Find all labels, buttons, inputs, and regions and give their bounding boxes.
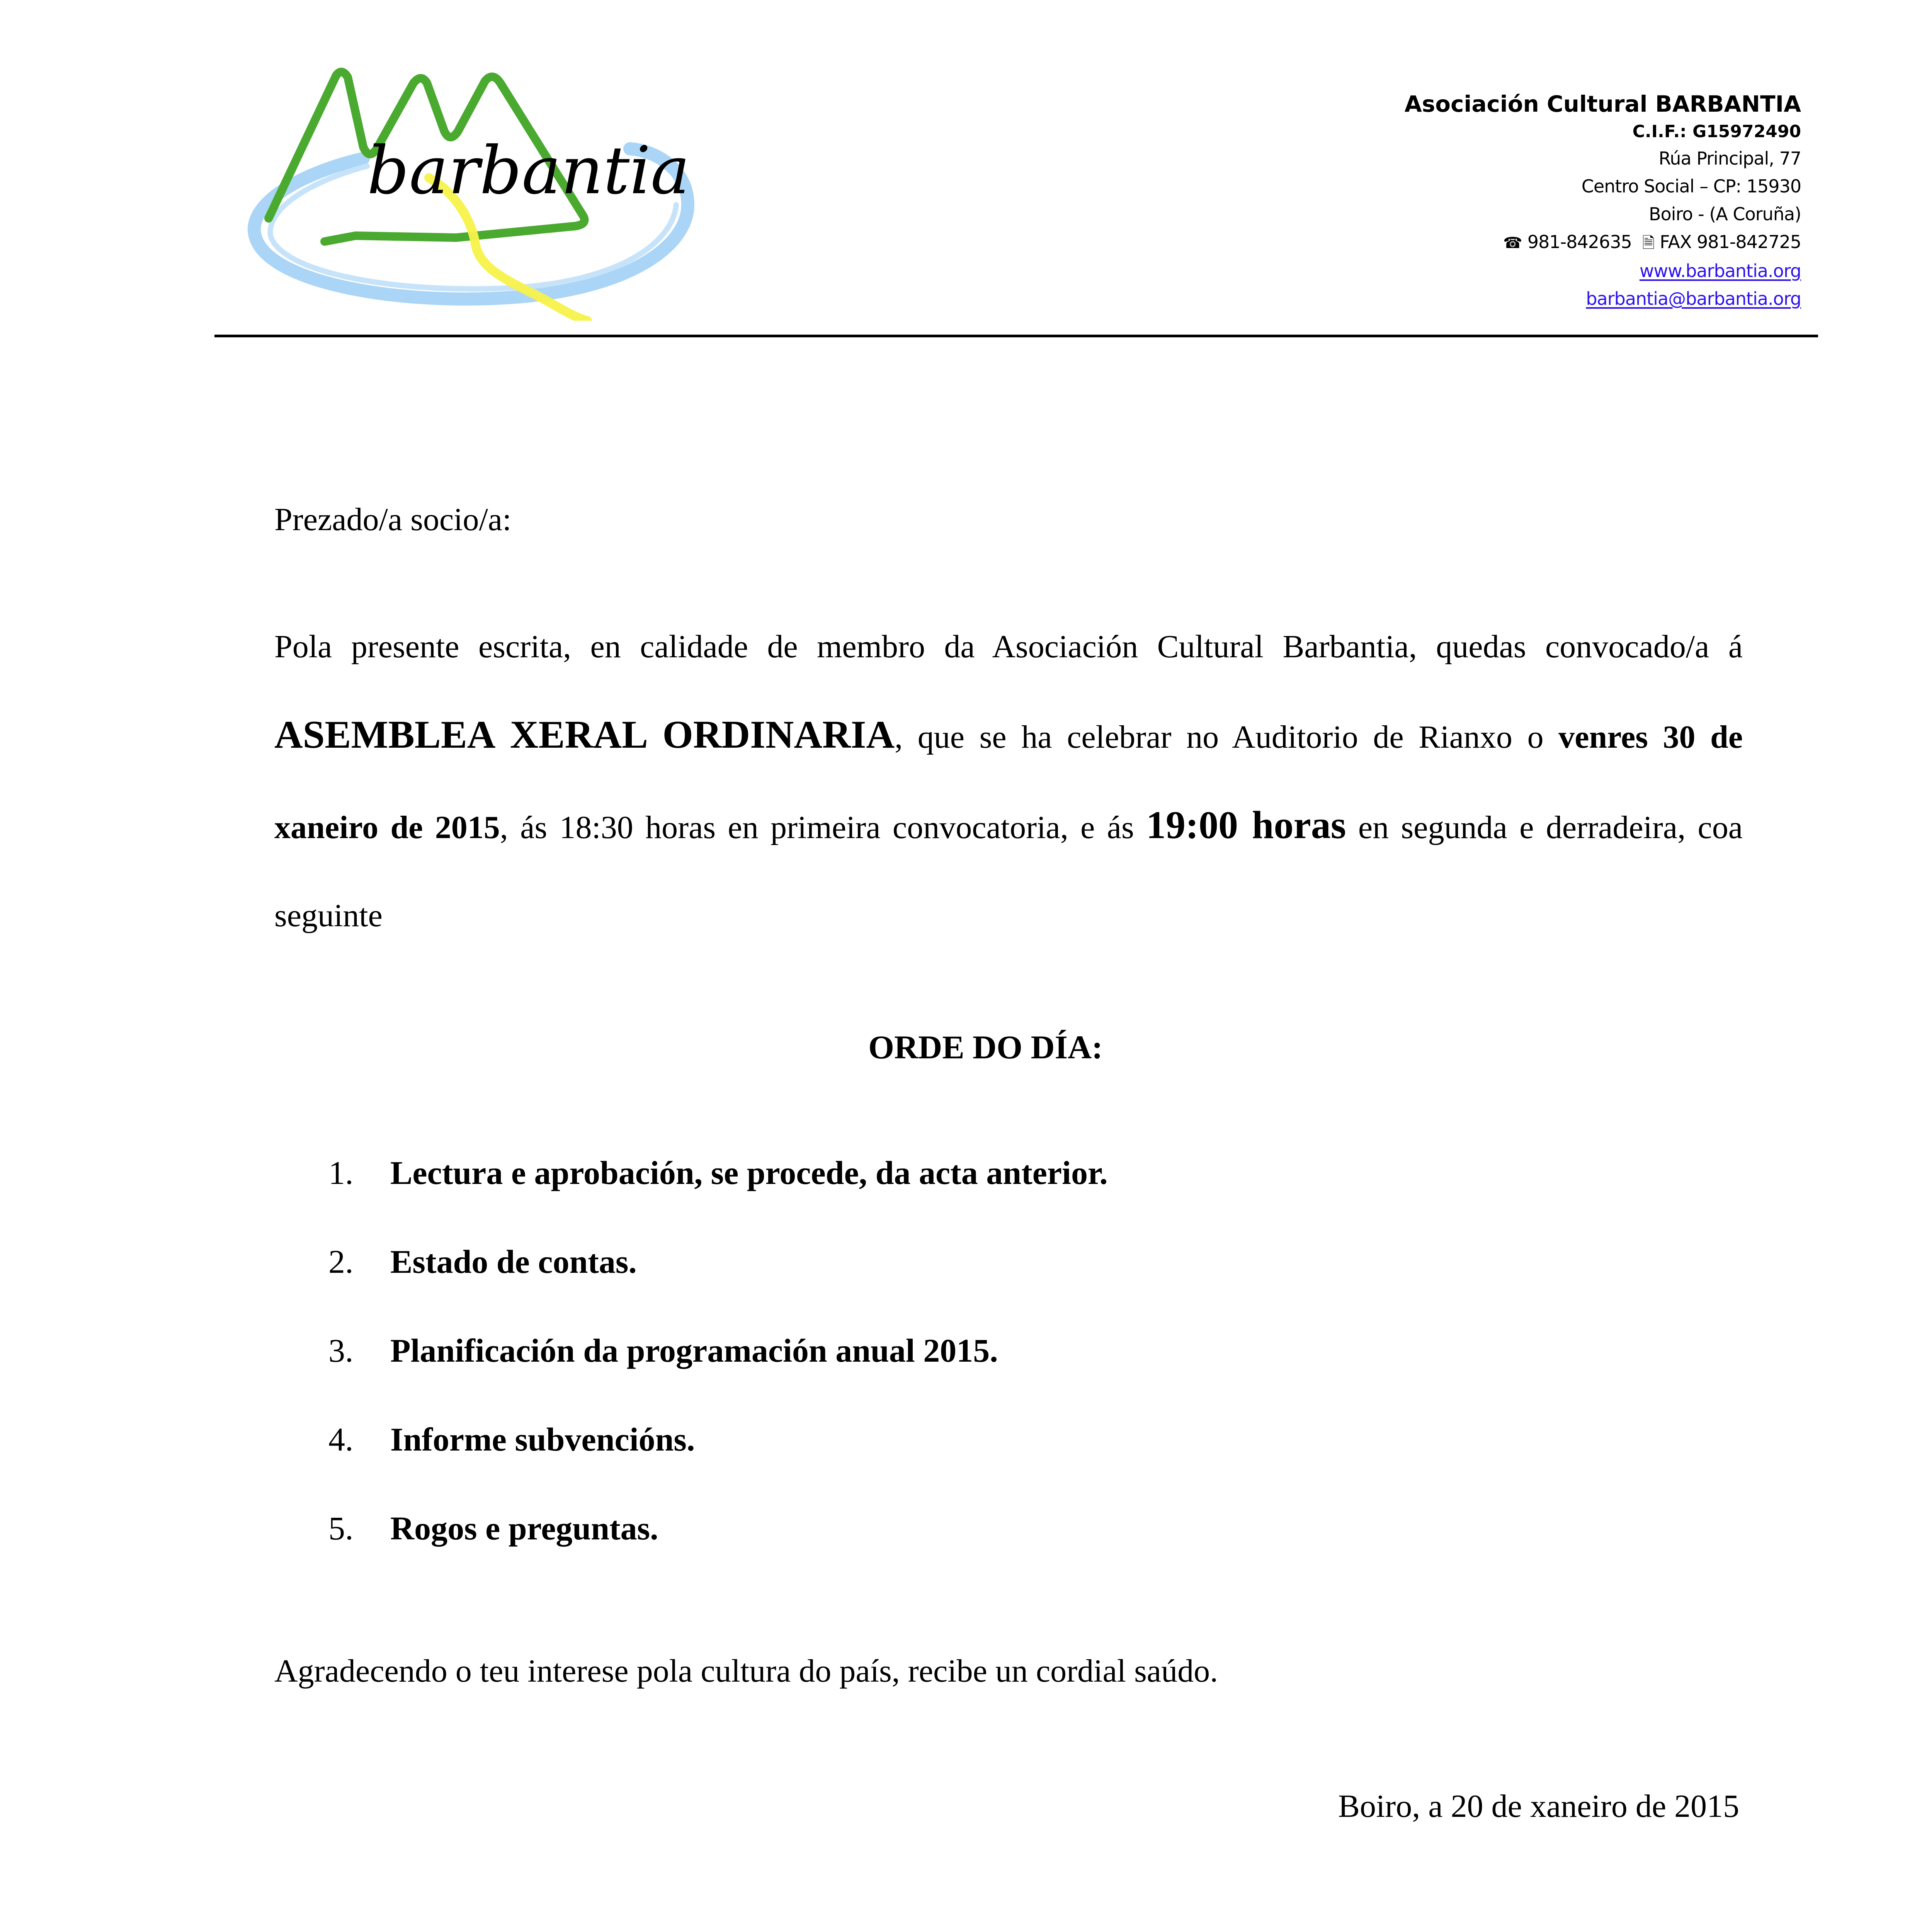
fax-document-icon: 🗎 xyxy=(1642,234,1655,252)
agenda-item xyxy=(328,1329,1108,1418)
agenda-item xyxy=(328,1507,1108,1596)
barbantia-logo xyxy=(240,66,719,321)
header-divider xyxy=(214,335,1818,337)
salutation: Prezado/a socio/a: xyxy=(274,502,512,537)
agenda-item-number: 2. xyxy=(328,1243,354,1280)
paragraph-text: en segunda e derradeira, coa seguinte xyxy=(274,810,1743,934)
organization-contact-block xyxy=(1405,89,1801,313)
logo-wordmark: barbantia xyxy=(367,133,690,209)
agenda-item xyxy=(328,1240,1108,1329)
agenda-title: ORDE DO DÍA: xyxy=(868,1029,1103,1066)
agenda-item-number: 5. xyxy=(328,1510,354,1547)
organization-cif: C.I.F.: G15972490 xyxy=(1632,122,1801,141)
agenda-item-number: 1. xyxy=(328,1154,354,1191)
agenda-item xyxy=(328,1151,1108,1240)
agenda-item xyxy=(328,1418,1108,1507)
agenda-item-text: Rogos e preguntas. xyxy=(390,1510,658,1547)
assembly-name: ASEMBLEA XERAL ORDINARIA xyxy=(274,713,895,757)
phone-fax-line xyxy=(1405,228,1801,257)
address-city: Boiro - (A Coruña) xyxy=(1648,204,1801,224)
meeting-date: venres 30 de xaneiro de 2015 xyxy=(274,719,1743,845)
address-postal: Centro Social – CP: 15930 xyxy=(1581,176,1801,197)
paragraph-text: , ás 18:30 horas en primeira convocatoria, e ás xyxy=(500,810,1146,845)
place-and-date: Boiro, a 20 de xaneiro de 2015 xyxy=(1338,1788,1739,1824)
agenda-item-text: Planificación da programación anual 2015. xyxy=(390,1332,998,1369)
organization-name: Asociación Cultural BARBANTIA xyxy=(1404,91,1801,117)
phone-number: 981-842635 xyxy=(1527,231,1632,252)
agenda-item-text: Estado de contas. xyxy=(390,1243,637,1280)
second-call-time: 19:00 horas xyxy=(1146,803,1346,847)
paragraph-text: Pola presente escrita, en calidade de membro da Asociación Cultural Barbantia, quedas convocado/a á xyxy=(274,629,1743,665)
convocation-paragraph xyxy=(274,603,1743,960)
agenda-item-text: Lectura e aprobación, se procede, da acta anterior. xyxy=(390,1154,1108,1191)
closing-line: Agradecendo o teu interese pola cultura do país, recibe un cordial saúdo. xyxy=(274,1653,1218,1689)
agenda-item-number: 4. xyxy=(328,1421,354,1458)
agenda-item-number: 3. xyxy=(328,1332,354,1369)
agenda-item-text: Informe subvencións. xyxy=(390,1421,695,1458)
telephone-icon: ☎ xyxy=(1503,234,1522,252)
agenda-list xyxy=(328,1151,1108,1596)
address-street: Rúa Principal, 77 xyxy=(1658,148,1801,169)
email-link[interactable]: barbantia@barbantia.org xyxy=(1586,288,1801,309)
website-link[interactable]: www.barbantia.org xyxy=(1639,260,1801,281)
fax-number: FAX 981-842725 xyxy=(1660,231,1801,252)
paragraph-text: , que se ha celebrar no Auditorio de Rianxo o xyxy=(895,719,1559,755)
